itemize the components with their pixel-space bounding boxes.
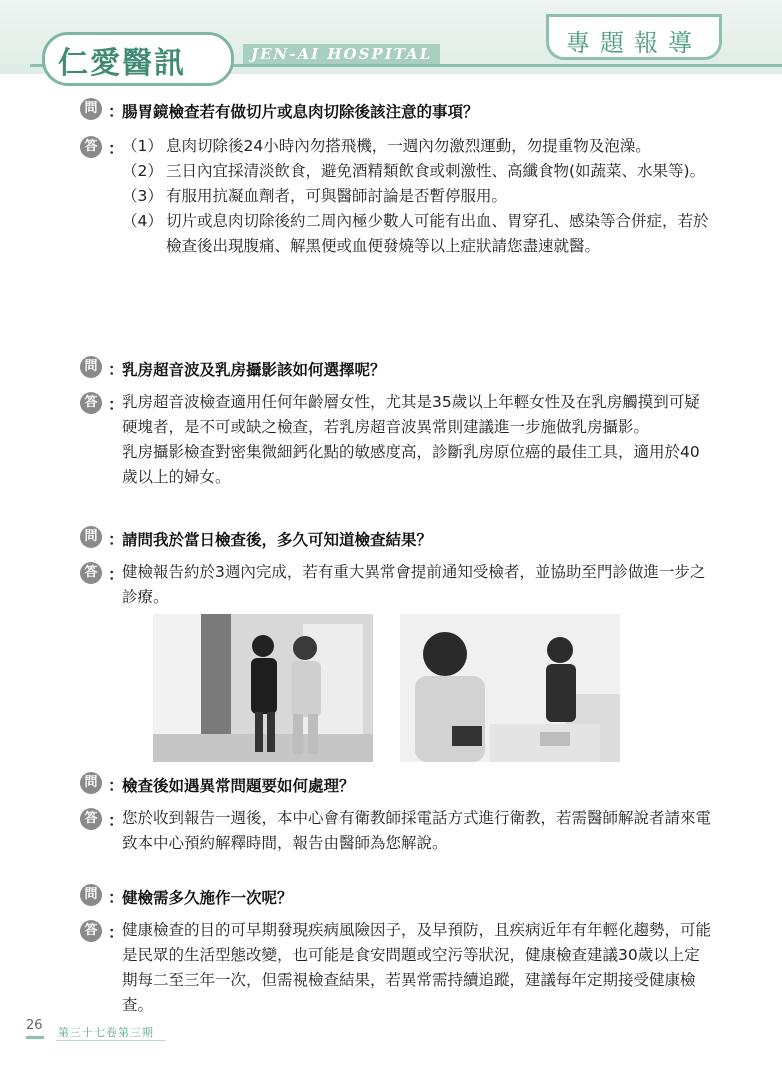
answer-icon: 答 [80,808,102,830]
answer-paragraph: 乳房攝影檢查對密集微細鈣化點的敏感度高，診斷乳房原位癌的最佳工具，適用於40歲以上的婦女。 [122,443,700,486]
section-title: 專題報導 [566,29,702,57]
answer-paragraph: 您於收到報告一週後，本中心會有衛教師採電話方式進行衛教，若需醫師解說者請來電致本中心預約解釋時間，報告由醫師為您解說。 [122,809,712,852]
answer-icon: 答 [80,136,102,158]
colon: ： [108,888,125,907]
answer-2 [122,390,712,490]
question-icon: 問 [80,772,102,794]
answer-item: （3） 有服用抗凝血劑者，可與醫師討論是否暫停服用。 [122,187,508,205]
answer-icon: 答 [80,920,102,942]
answer-item: （4） 切片或息肉切除後約二周內極少數人可能有出血、胃穿孔、感染等合併症，若於檢查後出現腹痛、解黑便或血便發燒等以上症狀請您盡速就醫。 [122,212,709,255]
question-icon: 問 [80,356,102,378]
question-4: 檢查後如遇異常問題要如何處理？ [122,777,355,795]
answer-item: （2） 三日內宜採清淡飲食，避免酒精類飲食或刺激性、高纖食物(如蔬菜、水果等)。 [122,162,706,180]
answer-paragraph: 健康檢查的目的可早期發現疾病風險因子，及早預防，且疾病近年有年輕化趨勢，可能是民眾的生活型態改變，也可能是食安問題或空污等狀況，健康檢查建議30歲以上定期每二至三年一次，但需視檢查結果，若異常需持續追蹤，建議每年定期接受健康檢查。 [122,921,712,1014]
question-3: 請問我於當日檢查後，多久可知道檢查結果？ [122,531,433,549]
colon: ： [108,923,125,942]
colon: ： [108,360,125,379]
photo-consultation-walk [153,614,373,762]
question-icon: 問 [80,98,102,120]
answer-paragraph: 健檢報告約於3週內完成，若有重大異常會提前通知受檢者，並協助至門診做進一步之診療。 [122,563,706,606]
question-icon: 問 [80,526,102,548]
question-1: 腸胃鏡檢查若有做切片或息肉切除後該注意的事項？ [122,103,479,121]
answer-4 [122,806,712,856]
page-number-bar [26,1036,44,1039]
colon: ： [108,811,125,830]
magazine-logo: 仁愛醫訊 [58,46,186,81]
question-5: 健檢需多久施作一次呢？ [122,889,293,907]
colon: ： [108,530,125,549]
colon: ： [108,565,125,584]
answer-icon: 答 [80,392,102,414]
issue-label: 第三十七卷第三期 [58,1026,154,1039]
colon: ： [108,139,125,158]
colon: ： [108,102,125,121]
colon: ： [108,776,125,795]
question-icon: 問 [80,884,102,906]
colon: ： [108,395,125,414]
question-2: 乳房超音波及乳房攝影該如何選擇呢？ [122,361,386,379]
photo-blood-pressure [400,614,620,762]
answer-icon: 答 [80,562,102,584]
answer-1 [122,134,712,259]
section-tab [546,14,722,60]
page-number: 26 [26,1018,43,1033]
answer-paragraph: 乳房超音波檢查適用任何年齡層女性，尤其是35歲以上年輕女性及在乳房觸摸到可疑硬塊者，是不可或缺之檢查，若乳房超音波異常則建議進一步施做乳房攝影。 [122,393,700,436]
answer-3 [122,560,712,610]
issue-underline [56,1040,166,1041]
hospital-name: JEN-AI HOSPITAL [243,44,440,64]
answer-5 [122,918,712,1018]
answer-item: （1） 息肉切除後24小時內勿搭飛機，一週內勿激烈運動，勿提重物及泡澡。 [122,137,651,155]
